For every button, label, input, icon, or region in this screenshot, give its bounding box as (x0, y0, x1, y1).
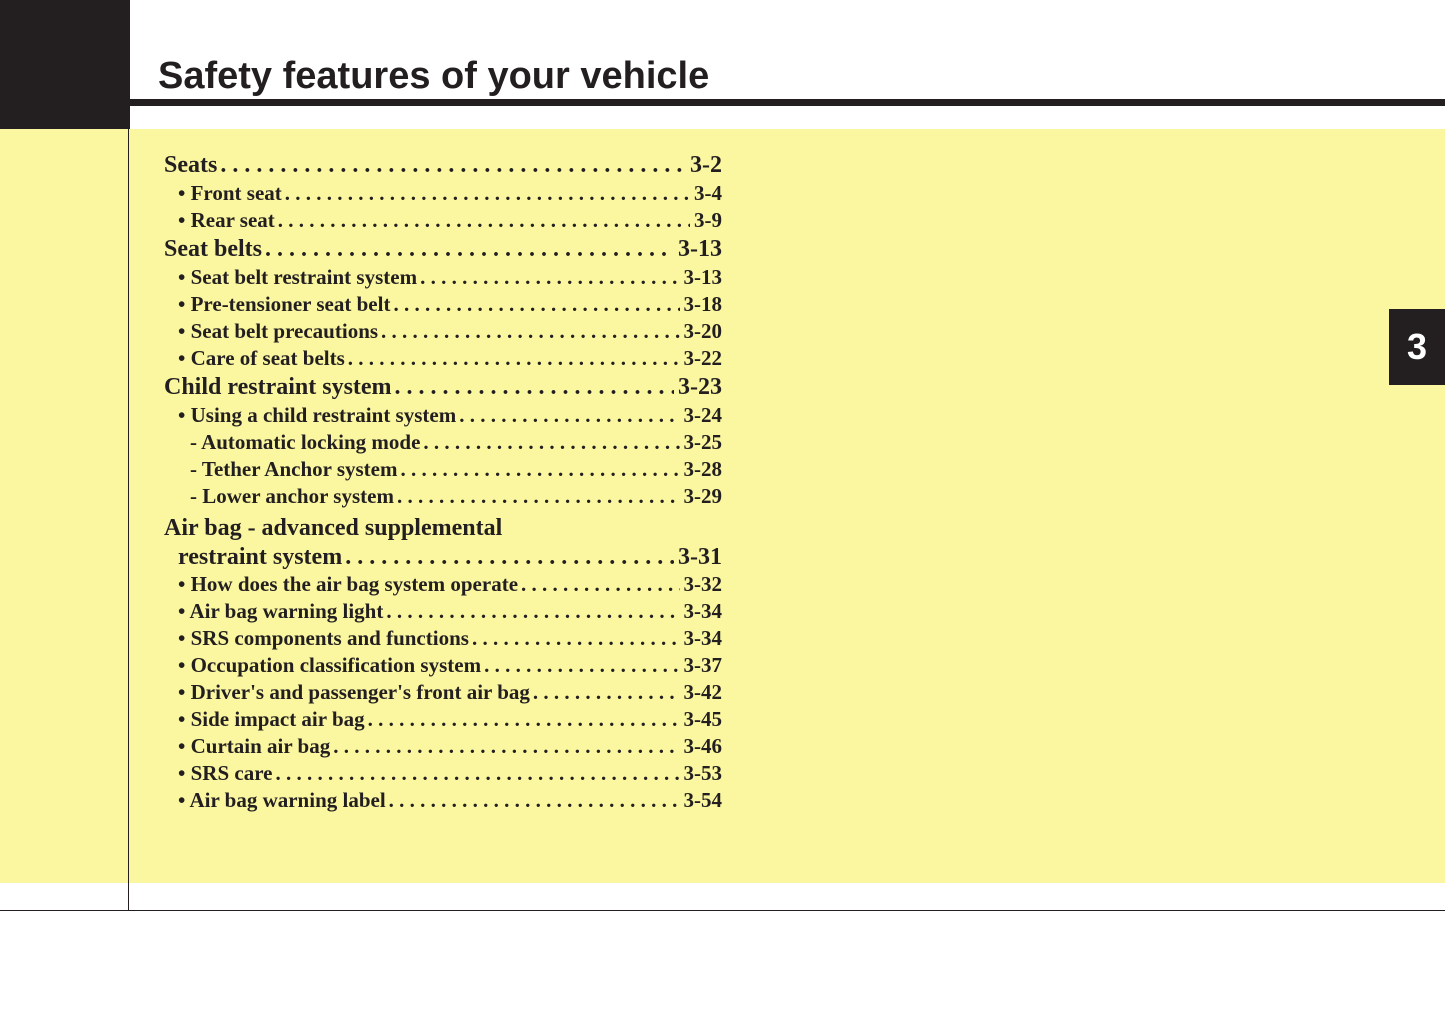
toc-entry-page: 3-13 (683, 265, 722, 289)
dot-leader (348, 345, 680, 372)
toc-entry-label: • Side impact air bag (178, 707, 365, 731)
toc-entry-label: • Seat belt restraint system (178, 265, 418, 289)
toc-entry-air-bag-restraint-system[interactable] (164, 543, 722, 571)
toc-entry-curtain-air-bag[interactable] (164, 733, 722, 760)
toc-entry-page: 3-32 (683, 572, 722, 596)
toc-entry-front-air-bag[interactable] (164, 679, 722, 706)
dot-leader (395, 372, 674, 402)
toc-entry-label: • Pre-tensioner seat belt (178, 292, 391, 316)
toc-entry-label: • Seat belt precautions (178, 319, 379, 343)
title-underline-rule (130, 99, 1445, 106)
toc-entry-label: • SRS care (178, 761, 273, 785)
toc-entry-page: 3-31 (678, 544, 722, 570)
toc-entry-air-bag-warning-label[interactable] (164, 787, 722, 814)
toc-entry-how-air-bag-operates[interactable] (164, 571, 722, 598)
dot-leader (368, 706, 680, 733)
toc-entry-tether-anchor-system[interactable] (164, 456, 722, 483)
toc-entry-label: • Air bag warning light (178, 599, 384, 623)
toc-entry-air-bag-heading[interactable] (164, 510, 722, 543)
toc-entry-seat-belt-restraint-system[interactable] (164, 264, 722, 291)
header-corner-block (0, 0, 130, 129)
dot-leader (333, 733, 679, 760)
toc-entry-label: • Air bag warning label (178, 788, 386, 812)
toc-entry-label: restraint system (178, 544, 343, 570)
bottom-rule (0, 910, 1445, 911)
toc-entry-page: 3-13 (678, 236, 722, 262)
toc-entry-seat-belts[interactable] (164, 234, 722, 264)
toc-entry-label: Seat belts (164, 236, 262, 262)
toc-entry-label: • Driver's and passenger's front air bag (178, 680, 530, 704)
toc-entry-seat-belt-precautions[interactable] (164, 318, 722, 345)
toc-entry-page: 3-54 (683, 788, 722, 812)
dot-leader (533, 679, 680, 706)
toc-entry-page: 3-20 (683, 319, 722, 343)
toc-entry-air-bag-warning-light[interactable] (164, 598, 722, 625)
toc-entry-page: 3-42 (683, 680, 722, 704)
toc-entry-rear-seat[interactable] (164, 207, 722, 234)
toc-entry-page: 3-18 (683, 292, 722, 316)
toc-entry-page: 3-23 (678, 374, 722, 400)
toc-entry-srs-components[interactable] (164, 625, 722, 652)
toc-entry-label: • How does the air bag system operate (178, 572, 519, 596)
toc-entry-page: 3-9 (694, 208, 722, 232)
dot-leader (472, 625, 680, 652)
dot-leader (420, 264, 679, 291)
toc-entry-label: • Curtain air bag (178, 734, 331, 758)
toc-entry-page: 3-37 (683, 653, 722, 677)
toc-entry-care-of-seat-belts[interactable] (164, 345, 722, 372)
dot-leader (389, 787, 680, 814)
toc-entry-page: 3-25 (683, 430, 722, 454)
toc-entry-occupation-classification[interactable] (164, 652, 722, 679)
toc-entry-label: • SRS components and functions (178, 626, 469, 650)
toc-entry-page: 3-46 (683, 734, 722, 758)
toc-entry-front-seat[interactable] (164, 180, 722, 207)
page-title: Safety features of your vehicle (158, 55, 710, 97)
toc-entry-page: 3-2 (690, 152, 722, 178)
toc-entry-seats[interactable] (164, 150, 722, 180)
toc-entry-page: 3-34 (683, 626, 722, 650)
toc-entry-page: 3-53 (683, 761, 722, 785)
toc-entry-page: 3-45 (683, 707, 722, 731)
toc-entry-page: 3-29 (683, 484, 722, 508)
toc-entry-side-impact-air-bag[interactable] (164, 706, 722, 733)
dot-leader (459, 402, 679, 429)
toc-entry-label: - Tether Anchor system (190, 457, 398, 481)
dot-leader (278, 207, 690, 234)
toc-entry-page: 3-22 (683, 346, 722, 370)
dot-leader (386, 598, 679, 625)
dot-leader (393, 291, 679, 318)
toc-entry-pre-tensioner-seat-belt[interactable] (164, 291, 722, 318)
dot-leader (220, 150, 686, 180)
dot-leader (397, 483, 680, 510)
dot-leader (521, 571, 679, 598)
dot-leader (423, 429, 679, 456)
dot-leader (400, 456, 679, 483)
toc-entry-page: 3-24 (683, 403, 722, 427)
toc-entry-page: 3-28 (683, 457, 722, 481)
toc-entry-page: 3-34 (683, 599, 722, 623)
toc-entry-label: Air bag - advanced supplemental (164, 515, 503, 541)
toc-entry-label: - Lower anchor system (190, 484, 394, 508)
toc-entry-label: • Care of seat belts (178, 346, 345, 370)
toc-entry-label: • Using a child restraint system (178, 403, 457, 427)
toc-entry-label: • Occupation classification system (178, 653, 482, 677)
toc-entry-label: Child restraint system (164, 374, 392, 400)
dot-leader (275, 760, 679, 787)
dot-leader (381, 318, 679, 345)
dot-leader (265, 234, 674, 264)
table-of-contents (164, 150, 722, 814)
dot-leader (285, 180, 690, 207)
toc-entry-using-child-restraint-system[interactable] (164, 402, 722, 429)
toc-entry-label: • Rear seat (178, 208, 275, 232)
toc-entry-automatic-locking-mode[interactable] (164, 429, 722, 456)
toc-entry-page: 3-4 (694, 181, 722, 205)
toc-entry-label: • Front seat (178, 181, 282, 205)
toc-entry-child-restraint-system[interactable] (164, 372, 722, 402)
margin-vertical-rule (128, 129, 129, 911)
toc-entry-lower-anchor-system[interactable] (164, 483, 722, 510)
toc-entry-label: - Automatic locking mode (190, 430, 421, 454)
chapter-tab: 3 (1389, 309, 1445, 385)
dot-leader (484, 652, 679, 679)
dot-leader (345, 543, 674, 571)
toc-entry-label: Seats (164, 152, 218, 178)
toc-entry-srs-care[interactable] (164, 760, 722, 787)
